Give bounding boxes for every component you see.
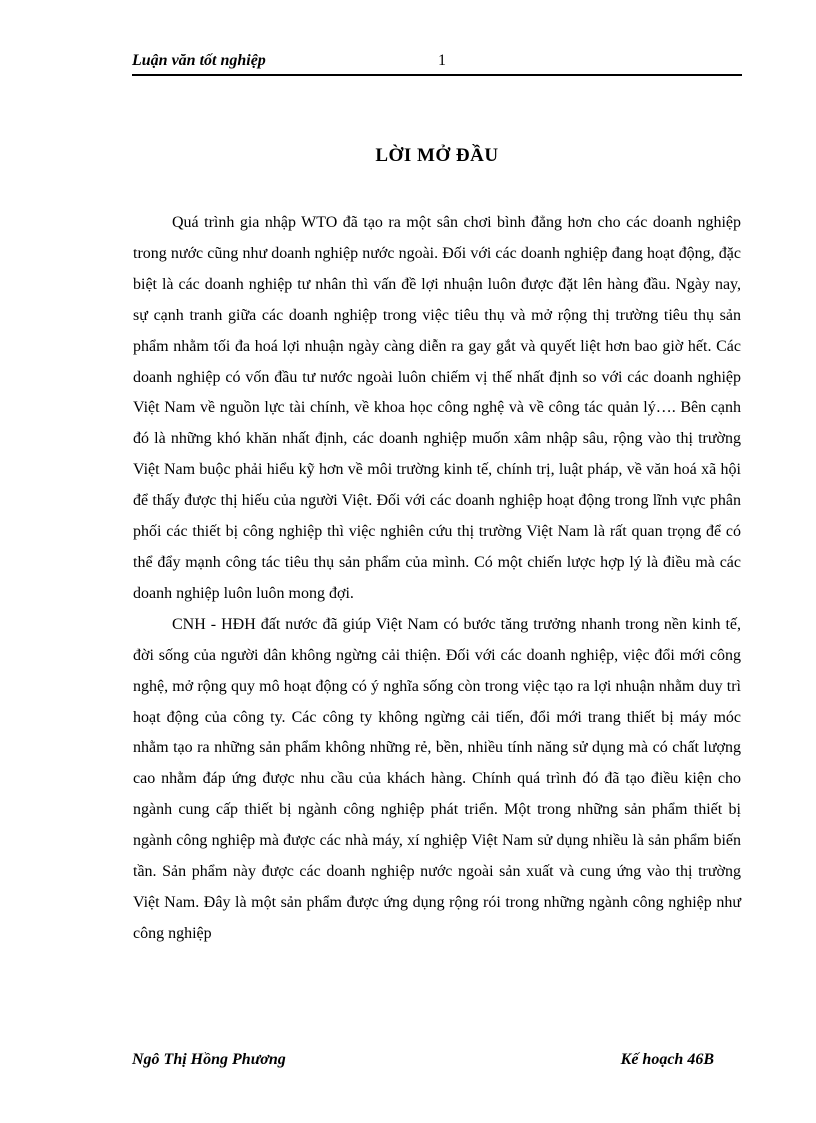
page-header — [132, 50, 742, 76]
document-heading: LỜI MỞ ĐẦU — [375, 145, 499, 166]
paragraph-2: CNH - HĐH đất nước đã giúp Việt Nam có bước tăng trưởng nhanh trong nền kinh tế, đời sống của người dân không ngừng cải thiện. Đối với các doanh nghiệp, việc đổi mới công nghệ, mở rộng quy mô hoạt động có ý nghĩa sống còn trong việc tạo ra lợi nhuận nhằm duy trì hoạt động của công ty. Các công ty không ngừng cải tiến, đổi mới trang thiết bị máy móc nhằm tạo ra những sản phẩm không những rẻ, bền, nhiều tính năng sử dụng mà có chất lượng cao nhằm đáp ứng được nhu cầu của khách hàng. Chính quá trình đó đã tạo điều kiện cho ngành cung cấp thiết bị ngành công nghiệp phát triển. Một trong những sản phẩm thiết bị ngành công nghiệp mà được các nhà máy, xí nghiệp Việt Nam sử dụng nhiều là sản phẩm biến tần. Sản phẩm này được các doanh nghiệp nước ngoài sản xuất và cung ứng vào thị trường Việt Nam. Đây là một sản phẩm được ứng dụng rộng rói trong những ngành công nghiệp như công nghiệp — [133, 615, 741, 942]
document-body — [133, 208, 741, 950]
page-number: 1 — [438, 52, 446, 69]
header-title: Luận văn tốt nghiệp — [132, 52, 266, 69]
footer-class: Kế hoạch 46B — [620, 1051, 714, 1068]
page-footer — [132, 1051, 714, 1073]
paragraph-1: Quá trình gia nhập WTO đã tạo ra một sân chơi bình đẳng hơn cho các doanh nghiệp trong nước cũng như doanh nghiệp nước ngoài. Đối với các doanh nghiệp đang hoạt động, đặc biệt là các doanh nghiệp tư nhân thì vấn đề lợi nhuận luôn được đặt lên hàng đầu. Ngày nay, sự cạnh tranh giữa các doanh nghiệp trong việc tiêu thụ và mở rộng thị trường tiêu thụ sản phẩm nhằm tối đa hoá lợi nhuận ngày càng diễn ra gay gắt và quyết liệt hơn bao giờ hết. Các doanh nghiệp có vốn đầu tư nước ngoài luôn chiếm vị thế nhất định so với các doanh nghiệp Việt Nam về nguồn lực tài chính, về khoa học công nghệ và về công tác quản lý…. Bên cạnh đó là những khó khăn nhất định, các doanh nghiệp muốn xâm nhập sâu, rộng vào thị trường Việt Nam buộc phải hiểu kỹ hơn về môi trường kinh tế, chính trị, luật pháp, về văn hoá xã hội để thấy được thị hiếu của người Việt. Đối với các doanh nghiệp hoạt động trong lĩnh vực phân phối các thiết bị công nghiệp thì việc nghiên cứu thị trường Việt Nam là rất quan trọng để có thể đẩy mạnh công tác tiêu thụ sản phẩm của mình. Có một chiến lược hợp lý là điều mà các doanh nghiệp luôn luôn mong đợi. — [133, 214, 741, 602]
footer-author: Ngô Thị Hồng Phương — [132, 1051, 286, 1068]
